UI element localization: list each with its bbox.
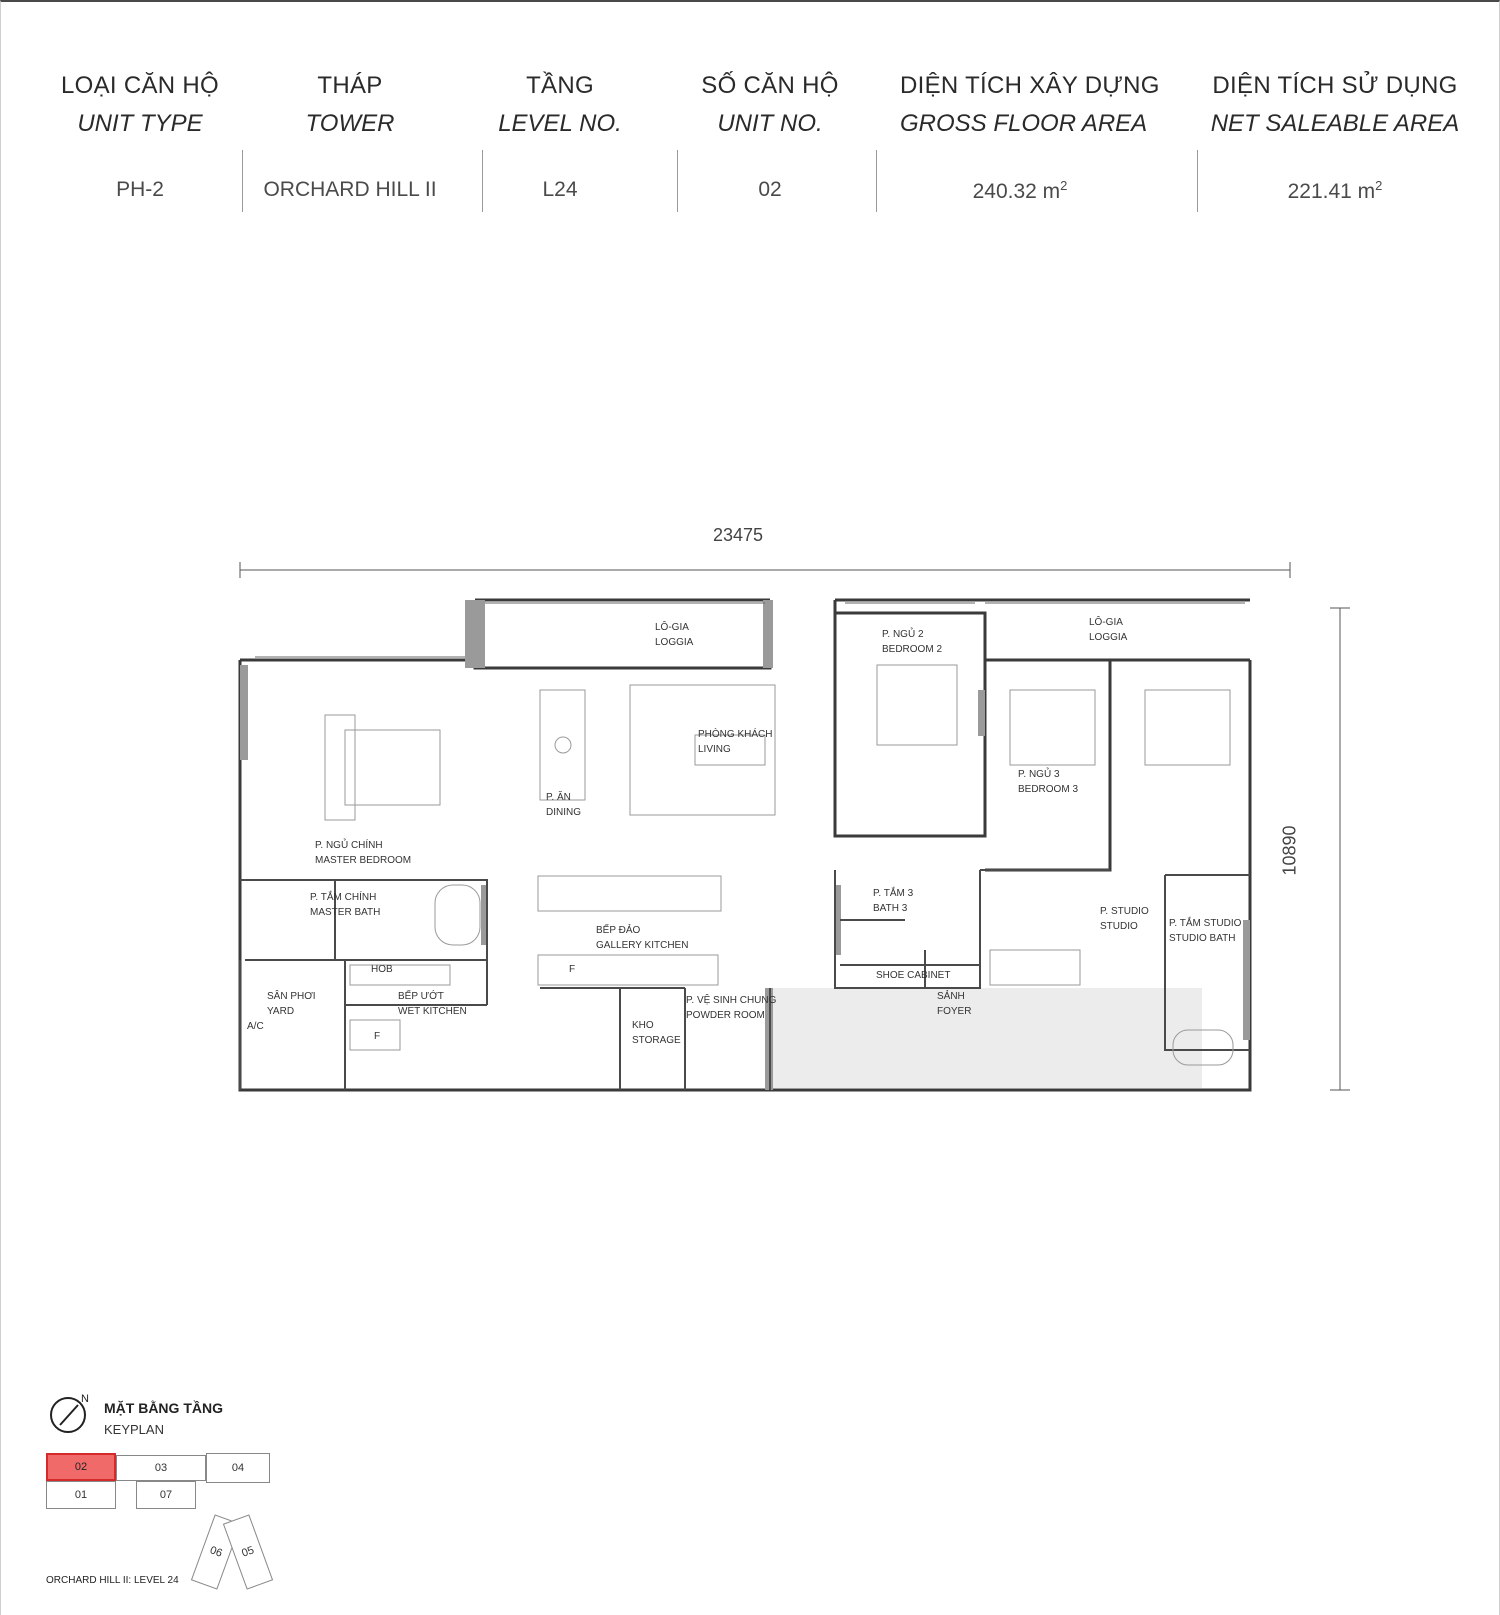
room-label-storage: KHO STORAGE <box>632 1020 681 1046</box>
keyplan-diagram <box>44 1445 284 1595</box>
height-dimension: 10890 <box>1279 825 1300 876</box>
room-label-wet-kitchen: BẾP ƯỚT WET KITCHEN <box>398 991 467 1017</box>
unit-no-value: 02 <box>758 178 782 201</box>
room-label-master-bedroom: P. NGỦ CHÍNH MASTER BEDROOM <box>315 840 412 866</box>
unit-info-table <box>40 72 1460 232</box>
column-heading-en: UNIT TYPE <box>77 110 203 137</box>
net-area-value: 221.41 $m^2$ <box>1287 178 1383 203</box>
fridge-label: F <box>374 1031 381 1042</box>
room-label-master-bath: P. TẮM CHÍNH MASTER BATH <box>310 892 381 918</box>
unit-type-value: PH-2 <box>116 178 164 201</box>
gross-area-column <box>900 72 1160 204</box>
column-heading-en: UNIT NO. <box>717 110 823 137</box>
floor-plan <box>225 525 1355 1110</box>
north-label: N <box>81 1393 89 1405</box>
room-label-bath-3: P. TẮM 3 BATH 3 <box>873 888 914 914</box>
fridge-label: F <box>569 964 576 975</box>
column-heading-vn: DIỆN TÍCH SỬ DỤNG <box>1212 72 1458 99</box>
keyplan-unit-04: 04 <box>206 1453 270 1483</box>
room-label-shoe-cabinet: SHOE CABINET <box>876 970 951 981</box>
column-heading-vn: THÁP <box>317 72 383 99</box>
keyplan-unit-05: 05 <box>223 1514 273 1589</box>
keyplan-unit-03: 03 <box>116 1455 206 1481</box>
column-heading-vn: DIỆN TÍCH XÂY DỰNG <box>900 72 1160 99</box>
keyplan-unit-02: 02 <box>46 1453 116 1481</box>
keyplan-caption: ORCHARD HILL II: LEVEL 24 <box>46 1575 179 1586</box>
room-label-yard: SÂN PHƠI YARD <box>267 991 316 1017</box>
level-column <box>470 72 650 202</box>
ac-label: A/C <box>247 1021 264 1032</box>
room-label-studio: P. STUDIO STUDIO <box>1100 906 1149 932</box>
room-label-loggia-right: LÔ-GIA LOGGIA <box>1089 617 1128 643</box>
gross-area-value: 240.32 $m^2$ <box>972 178 1068 203</box>
keyplan-unit-07: 07 <box>136 1481 196 1509</box>
column-heading-en: GROSS FLOOR AREA <box>900 110 1148 137</box>
net-area-column <box>1210 72 1460 204</box>
column-heading-en: NET SALEABLE AREA <box>1210 110 1460 137</box>
width-dimension: 23475 <box>713 525 764 545</box>
room-label-loggia-left: LÔ-GIA LOGGIA <box>655 622 694 648</box>
room-label-gallery-kitchen: BẾP ĐẢO GALLERY KITCHEN <box>596 925 689 951</box>
north-compass-icon <box>48 1390 93 1435</box>
room-label-living: PHÒNG KHÁCH LIVING <box>698 729 773 755</box>
room-label-powder-room: P. VỆ SINH CHUNG POWDER ROOM <box>686 995 777 1021</box>
room-label-foyer: SẢNH FOYER <box>937 991 972 1017</box>
column-heading-en: LEVEL NO. <box>498 110 622 137</box>
keyplan-title: MẶT BẰNG TẦNG <box>104 1400 223 1416</box>
room-label-bedroom-3: P. NGỦ 3 BEDROOM 3 <box>1018 769 1079 795</box>
column-divider <box>1197 150 1198 212</box>
room-label-bedroom-2: P. NGỦ 2 BEDROOM 2 <box>882 629 943 655</box>
column-heading-vn: TẦNG <box>526 72 594 99</box>
level-value: L24 <box>542 178 578 201</box>
unit-no-column <box>670 72 870 202</box>
column-divider <box>876 150 877 212</box>
keyplan-subtitle: KEYPLAN <box>104 1422 164 1437</box>
room-label-studio-bath: P. TẮM STUDIO STUDIO BATH <box>1169 918 1242 944</box>
column-heading-en: TOWER <box>305 110 395 137</box>
column-heading-vn: LOẠI CĂN HỘ <box>61 72 219 99</box>
room-label-dining: P. ĂN DINING <box>546 792 581 818</box>
tower-value: ORCHARD HILL II <box>263 178 437 201</box>
keyplan-unit-01: 01 <box>46 1481 116 1509</box>
floor-plan-drawing <box>225 540 1355 1110</box>
hob-label: HOB <box>371 964 393 975</box>
unit-type-column <box>40 72 240 202</box>
keyplan-unit-06: 06 <box>191 1514 241 1589</box>
column-heading-vn: SỐ CĂN HỘ <box>701 72 839 99</box>
column-divider <box>242 150 243 212</box>
tower-column <box>250 72 450 202</box>
